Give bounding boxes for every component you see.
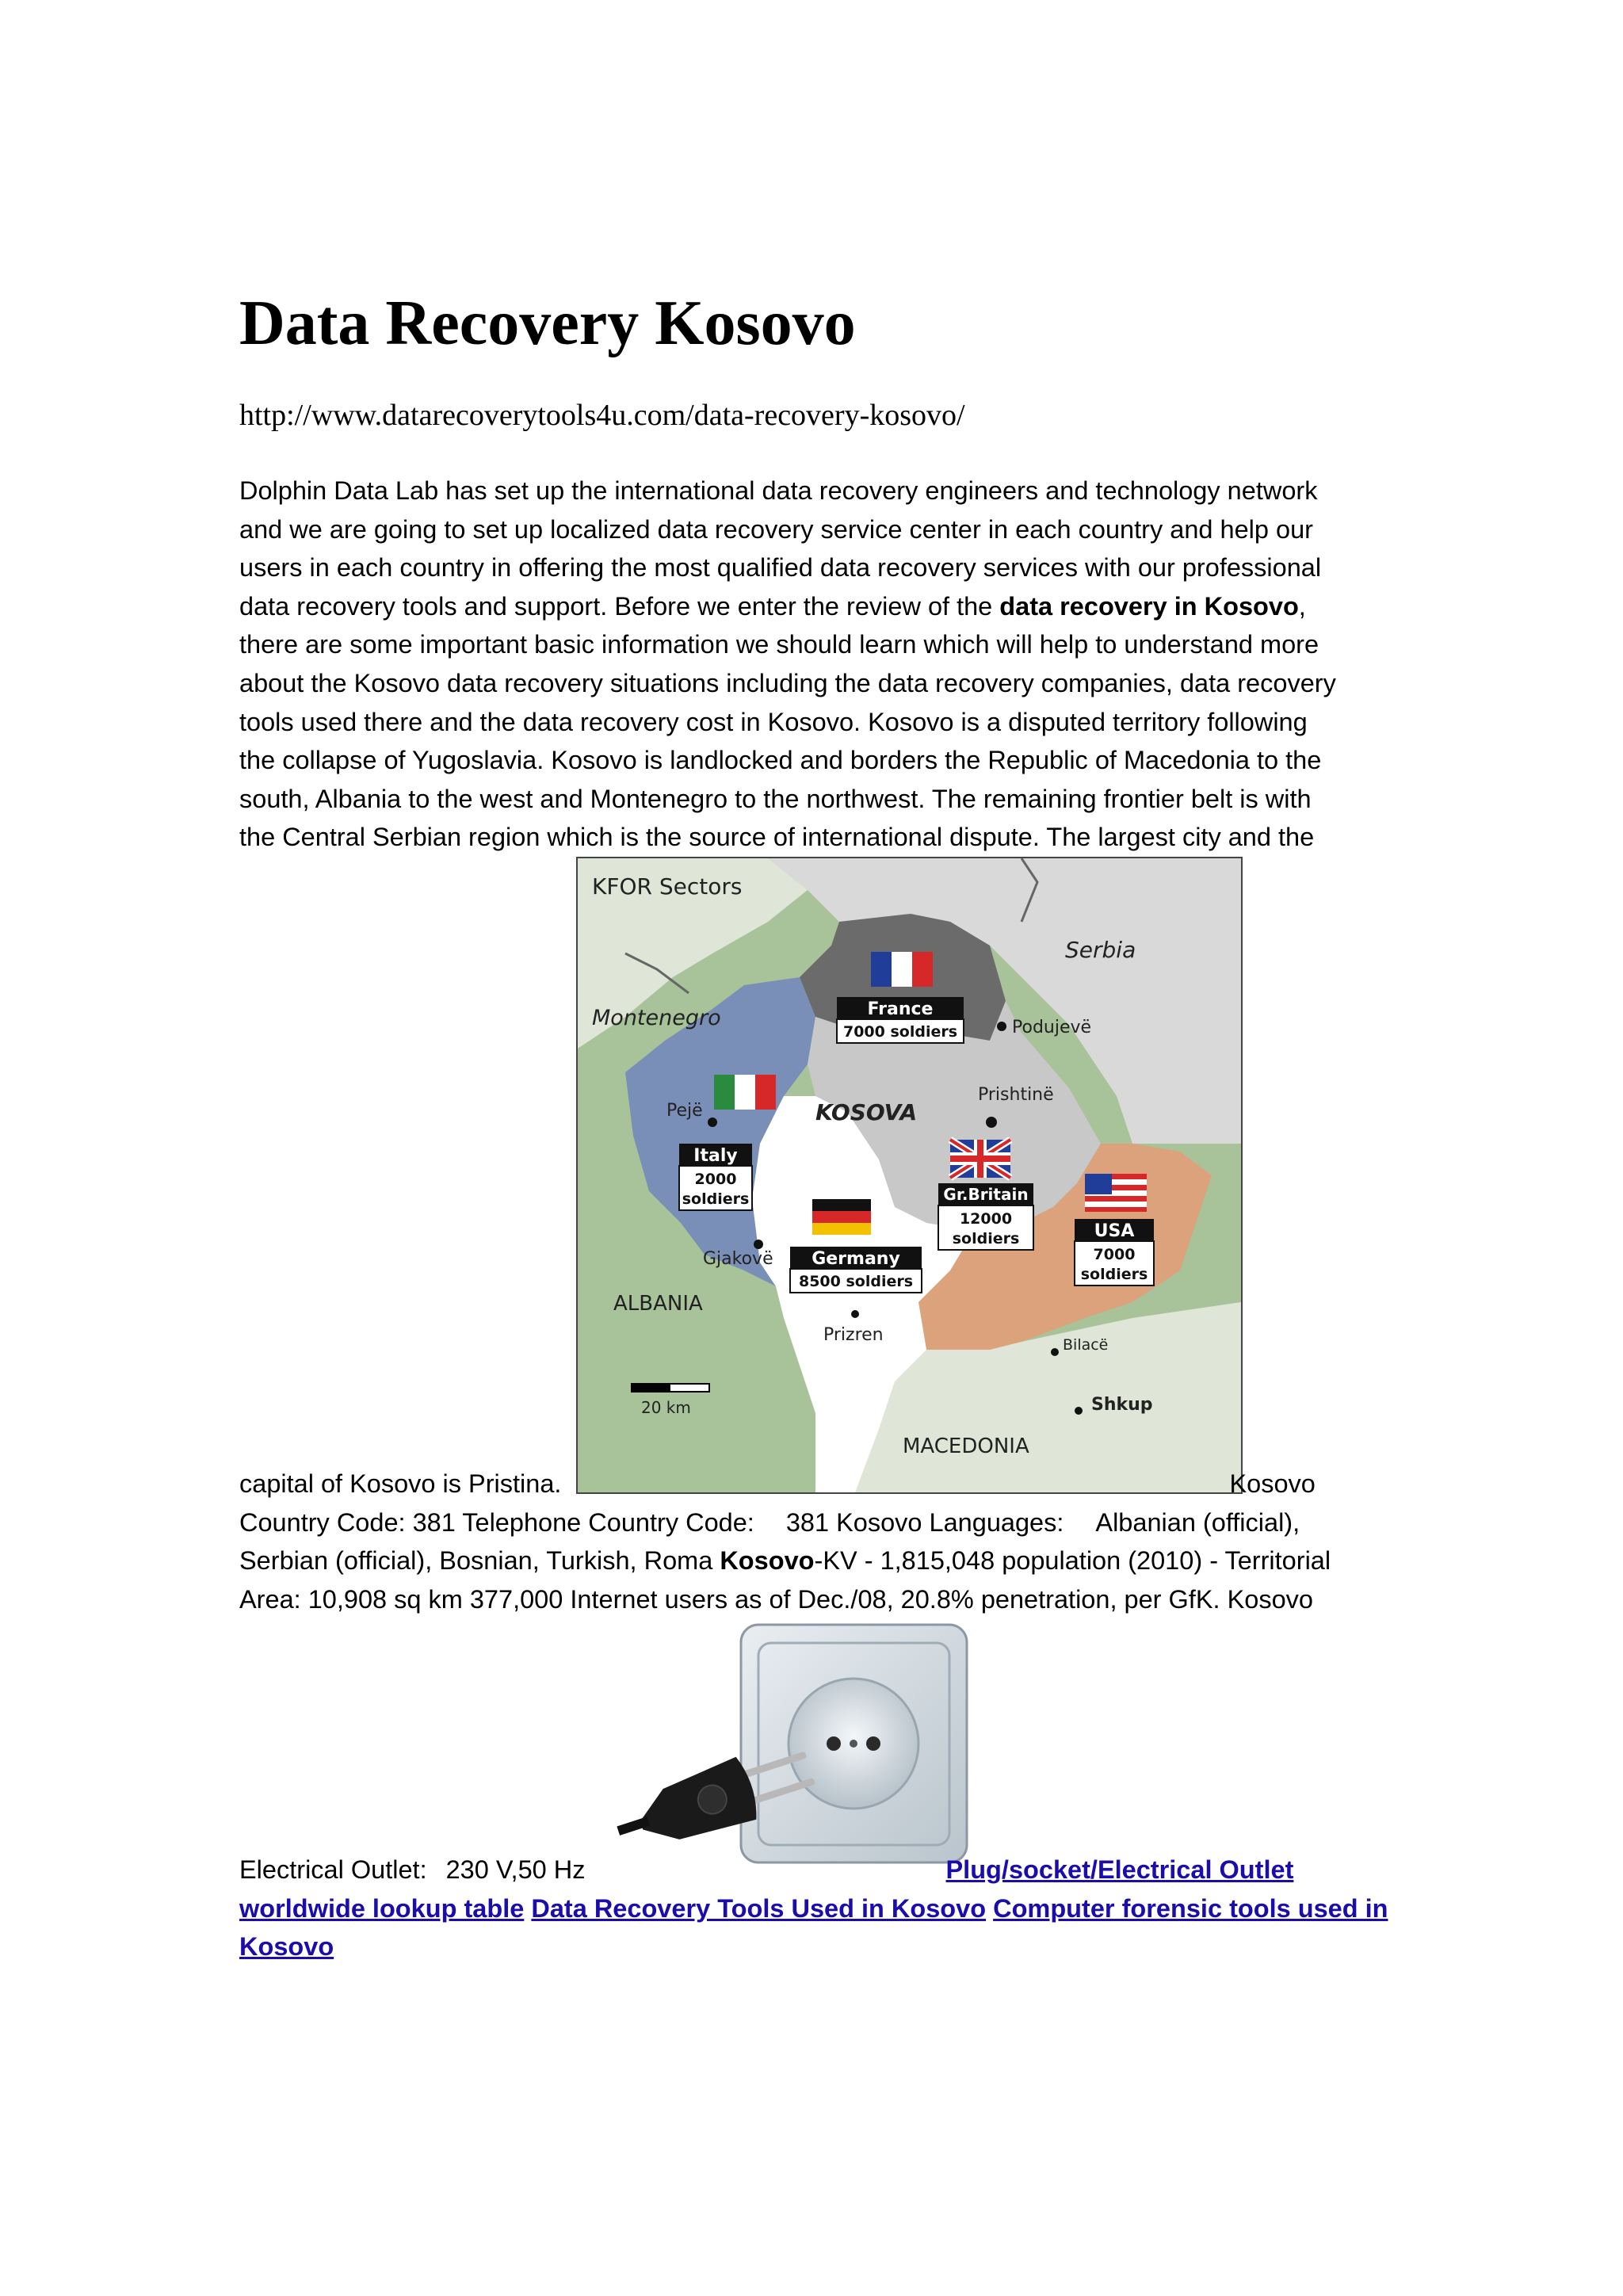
- sector-italy-name: Italy: [693, 1146, 738, 1166]
- sector-germany-soldiers: 8500 soldiers: [798, 1273, 914, 1290]
- label-montenegro: Montenegro: [592, 1006, 721, 1030]
- france-flag-icon: [871, 952, 933, 987]
- lookup-table-link[interactable]: worldwide lookup table: [239, 1893, 525, 1923]
- map-title: KFOR Sectors: [592, 873, 743, 900]
- forensic-tools-link[interactable]: Computer forensic tools used in: [993, 1893, 1388, 1923]
- outlet-paragraph: [239, 1851, 1404, 1966]
- city-gjakove: Gjakovë: [703, 1249, 773, 1269]
- sector-germany-name: Germany: [812, 1249, 900, 1269]
- scale-label: 20 km: [641, 1398, 691, 1417]
- data-recovery-tools-link[interactable]: Data Recovery Tools Used in Kosovo: [531, 1893, 987, 1923]
- intro-line: there are some important basic information we should learn which will help to understand more: [239, 630, 1319, 659]
- label-serbia: Serbia: [1065, 937, 1136, 963]
- forensic-tools-link-cont[interactable]: Kosovo: [239, 1932, 334, 1962]
- plug-socket-link[interactable]: Plug/socket/Electrical Outlet: [945, 1855, 1294, 1884]
- outlet-label: Electrical Outlet:: [239, 1855, 427, 1884]
- info-line: Country Code: 381 Telephone Country Code: 381 Kosovo Languages: Albanian (official),: [239, 1507, 1300, 1537]
- outlet-line: [239, 1851, 1404, 1889]
- sector-usa-name: USA: [1094, 1221, 1135, 1241]
- intro-line: the Central Serbian region which is the source of international dispute. The largest city and the: [239, 823, 1315, 852]
- intro-line: Dolphin Data Lab has set up the international data recovery engineers and technology network: [239, 476, 1318, 505]
- city-prizren: Prizren: [823, 1325, 884, 1345]
- bold-keyword: data recovery in Kosovo: [999, 591, 1299, 621]
- city-podujeve: Podujevë: [1012, 1018, 1092, 1037]
- outlet-line: [239, 1889, 1404, 1928]
- intro-line: data recovery tools and support. Before we enter the review of the data recovery in Kosovo,: [239, 591, 1306, 621]
- sector-france-soldiers: 7000 soldiers: [842, 1023, 958, 1041]
- sector-usa-soldiers-count: 7000: [1093, 1246, 1136, 1263]
- city-prishtine: Prishtinë: [978, 1085, 1054, 1105]
- label-macedonia: MACEDONIA: [903, 1435, 1029, 1458]
- sector-italy-soldiers-word: soldiers: [682, 1190, 750, 1208]
- sector-usa-soldiers-word: soldiers: [1080, 1266, 1148, 1283]
- outlet-value: 230 V,50 Hz: [445, 1855, 586, 1884]
- page-title: Data Recovery Kosovo: [239, 288, 856, 358]
- electrical-outlet-image: [614, 1621, 971, 1866]
- city-shkup: Shkup: [1091, 1395, 1153, 1415]
- intro-line: the collapse of Yugoslavia. Kosovo is landlocked and borders the Republic of Macedonia to the: [239, 746, 1322, 775]
- sector-france-name: France: [867, 999, 934, 1019]
- outlet-line: [239, 1927, 1404, 1966]
- intro-paragraph: [239, 472, 1404, 857]
- info-line: capital of Kosovo is Pristina. Kosovo: [239, 1469, 1316, 1498]
- italy-flag-icon: [714, 1075, 776, 1110]
- germany-flag-icon: [812, 1199, 871, 1235]
- info-line: Area: 10,908 sq km 377,000 Internet users as of Dec./08, 20.8% penetration, per GfK. Kosovo: [239, 1584, 1313, 1614]
- kfor-sectors-map: [576, 857, 1243, 1494]
- city-bilace: Bilacë: [1063, 1336, 1109, 1354]
- sector-uk-soldiers-word: soldiers: [952, 1230, 1020, 1247]
- usa-flag-icon: [1085, 1174, 1147, 1212]
- sector-uk-soldiers-count: 12000: [959, 1210, 1013, 1228]
- bold-keyword: Kosovo: [720, 1546, 815, 1576]
- label-albania: ALBANIA: [613, 1292, 703, 1316]
- intro-line: south, Albania to the west and Montenegro to the northwest. The remaining frontier belt is with: [239, 784, 1312, 813]
- sector-italy-soldiers-count: 2000: [694, 1171, 737, 1188]
- intro-line: about the Kosovo data recovery situations including the data recovery companies, data recovery: [239, 668, 1336, 697]
- city-peje: Pejë: [666, 1101, 703, 1121]
- source-url: http://www.datarecoverytools4u.com/data-recovery-kosovo/: [239, 399, 965, 432]
- label-kosova: KOSOVA: [815, 1099, 918, 1125]
- sector-uk-name: Gr.Britain: [943, 1185, 1029, 1204]
- uk-flag-icon: [950, 1140, 1010, 1178]
- intro-line: and we are going to set up localized data recovery service center in each country and help our: [239, 514, 1313, 544]
- info-line: Serbian (official), Bosnian, Turkish, Roma Kosovo-KV - 1,815,048 population (2010) - Territorial: [239, 1546, 1331, 1576]
- intro-line: tools used there and the data recovery cost in Kosovo. Kosovo is a disputed territory following: [239, 707, 1308, 736]
- intro-line: users in each country in offering the most qualified data recovery services with our professional: [239, 553, 1322, 583]
- info-paragraph: [239, 1465, 1404, 1618]
